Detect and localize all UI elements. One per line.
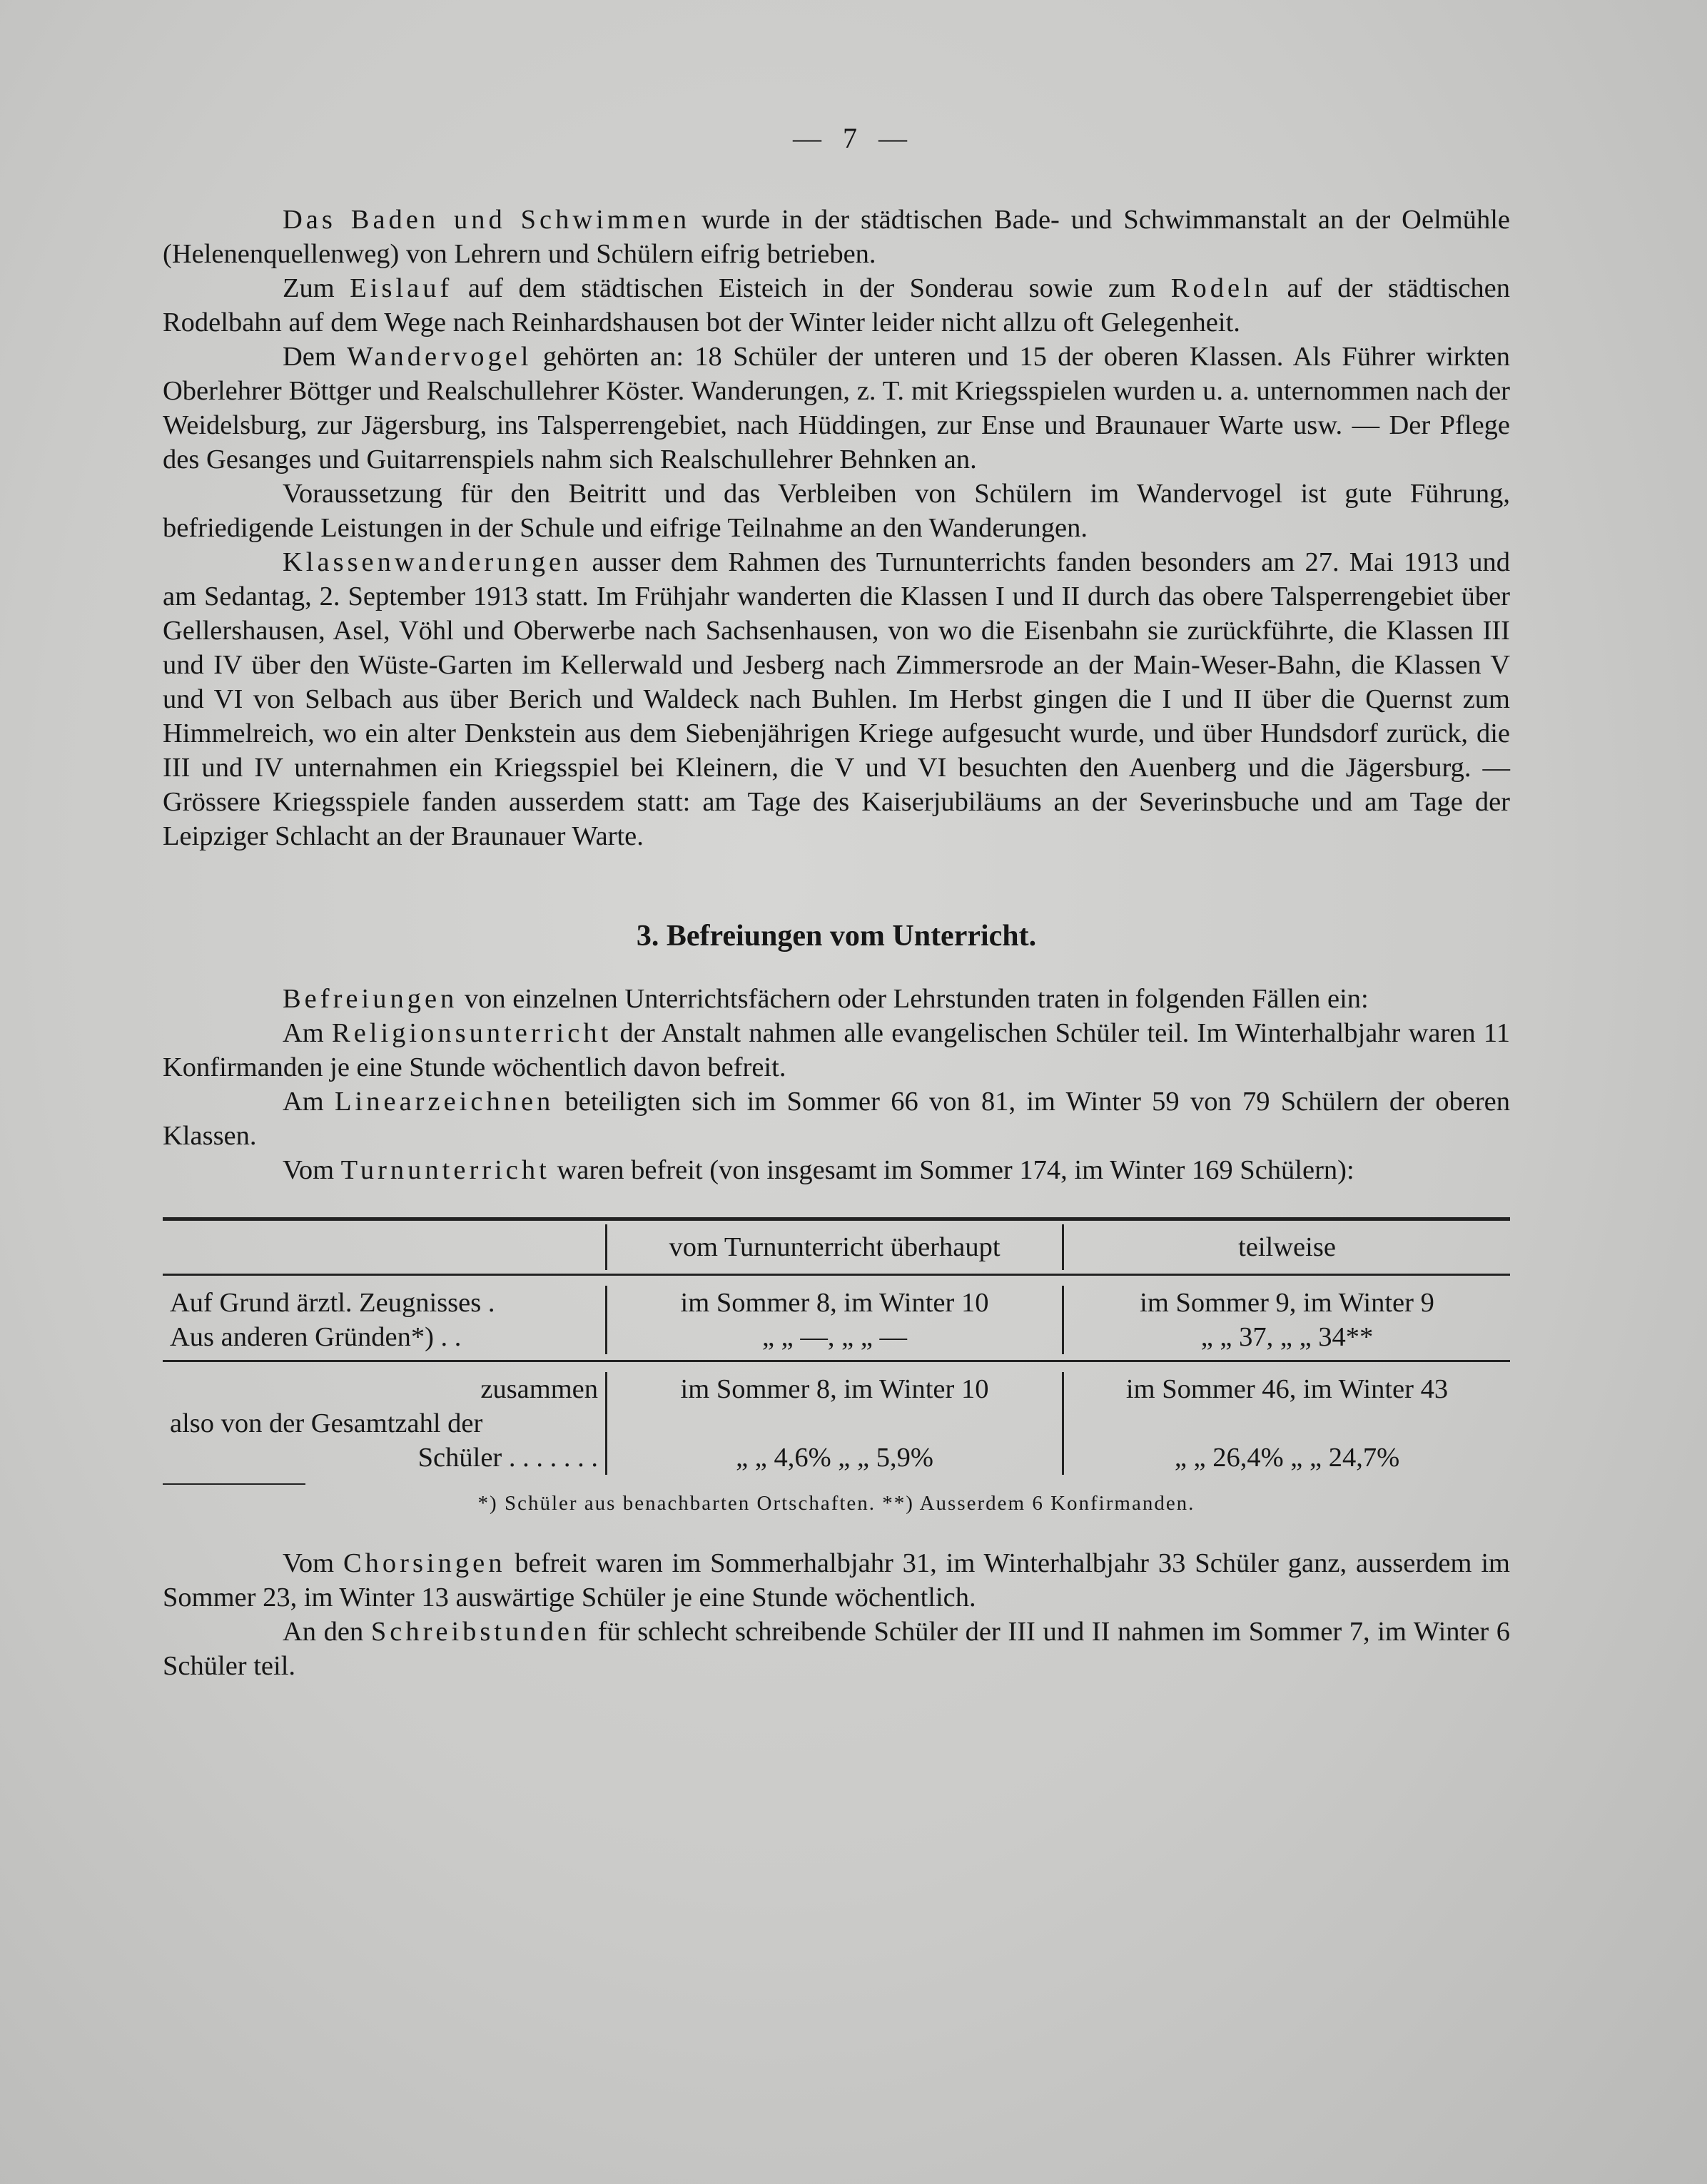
paragraph-text: waren befreit (von insgesamt im Sommer 174, im Winter 169 Schülern): <box>549 1155 1354 1185</box>
paragraph-pre: Vom <box>283 1548 343 1578</box>
body-text <box>163 203 1510 1683</box>
table-header-total: vom Turnunterricht überhaupt <box>605 1224 1062 1270</box>
table-header-partial: teilweise <box>1062 1224 1510 1270</box>
share-partial: „ „ 26,4% „ „ 24,7% <box>1174 1443 1400 1473</box>
page-number: — 7 — <box>793 122 914 154</box>
spacer <box>1071 1406 1503 1441</box>
sum-partial: im Sommer 46, im Winter 43 <box>1125 1374 1449 1404</box>
exemption-table <box>163 1217 1510 1518</box>
term-rodeln: Rodeln <box>1170 273 1272 303</box>
paragraph-pre: Dem <box>283 342 348 372</box>
paragraph-klassenwanderungen <box>163 545 1510 853</box>
term-linearzeichnen: Linearzeichnen <box>335 1087 554 1117</box>
paragraph-text: von einzelnen Unterrichtsfächern oder Lehrstunden traten in folgenden Fällen ein: <box>457 984 1369 1014</box>
term-turnunterricht: Turnunterricht <box>340 1155 550 1185</box>
paragraph-wandervogel <box>163 340 1510 477</box>
table-row <box>163 1276 1510 1362</box>
paragraph-text: befreit waren im Sommerhalbjahr 31, im Winterhalbjahr 33 Schüler ganz, ausserdem im Sommer 23, im Winter 13 auswärtige Schüler je eine Stunde wöchentlich. <box>163 1548 1510 1612</box>
cell-medical-total: im Sommer 8, im Winter 10 <box>680 1288 989 1318</box>
paragraph-baden <box>163 203 1510 271</box>
table-sum-row <box>163 1362 1510 1479</box>
paragraph-text: für schlecht schreibende Schüler der III und II nahmen im Sommer 7, im Winter 6 Schüler teil. <box>163 1617 1510 1681</box>
paragraph-text: auf der städtischen Rodelbahn auf dem Wege nach Reinhardshausen bot der Winter leider nicht allzu oft Gelegenheit. <box>163 273 1510 337</box>
table-cell-partial <box>1062 1286 1510 1354</box>
paragraph-pre: Am <box>283 1018 333 1048</box>
cell-other-total: „ „ —, „ „ — <box>761 1322 908 1352</box>
table-cell-labels <box>163 1286 605 1354</box>
term-befreiungen: Befreiungen <box>283 984 458 1014</box>
paragraph-mid: auf dem städtischen Eisteich in der Sonderau sowie zum <box>452 273 1171 303</box>
paragraph-text: wurde in der städtischen Bade- und Schwimmanstalt an der Oelmühle (Helenenquellenweg) von Lehrern und Schülern eifrig betrieben. <box>163 205 1510 269</box>
share-label-line2: Schüler . . . . . . . <box>417 1443 598 1473</box>
cell-other-partial: „ „ 37, „ „ 34** <box>1200 1322 1374 1352</box>
paragraph-pre: Vom <box>283 1155 341 1185</box>
paragraph-chorsingen <box>163 1546 1510 1615</box>
share-total: „ „ 4,6% „ „ 5,9% <box>736 1443 933 1473</box>
term-eislauf: Eislauf <box>350 273 453 303</box>
paragraph-text: ausser dem Rahmen des Turnunterrichts fanden besonders am 27. Mai 1913 und am Sedantag, 2. September 1913 statt. Im Frühjahr wanderten die Klassen I und II durch das obere Talsperrengebiet über Gellershausen, Asel, Vöhl und Oberwerbe nach Sachsenhausen, von wo die Eisenbahn sie zurückführte, die Klassen III und IV über den Wüste-Garten im Kellerwald und Jesberg nach Zimmersrode an der Main-Weser-Bahn, die Klassen V und VI von Selbach aus über Berich und Waldeck nach Buhlen. Im Herbst gingen die I und II über die Quernst zum Himmelreich, wo ein alter Denkstein aus dem Siebenjährigen Kriege aufgesucht wurde, und über Hundsdorf zurück, die III und IV unternahmen ein Kriegsspiel bei Kleinern, die V und VI besuchten den Auenberg und die Jägersburg. — Grössere Kriegsspiele fanden ausserdem statt: am Tage des Kaiserjubiläums an der Severinsbuche und am Tage der Leipziger Schlacht an der Braunauer Warte. <box>163 547 1510 851</box>
paragraph-voraussetzung <box>163 477 1510 545</box>
table-header-row <box>163 1217 1510 1276</box>
sum-total: im Sommer 8, im Winter 10 <box>680 1374 989 1404</box>
table-footnote <box>163 1489 1510 1518</box>
section-heading: 3. Befreiungen vom Unterricht. <box>636 920 1037 953</box>
paragraph-schreibstunden <box>163 1615 1510 1683</box>
paragraph-turnunterricht <box>163 1153 1510 1187</box>
term-schreibstunden: Schreibstunden <box>370 1617 591 1647</box>
table-cell-total <box>605 1286 1062 1354</box>
footnote-text: *) Schüler aus benachbarten Ortschaften. **) Ausserdem 6 Konfirmanden. <box>477 1492 1195 1515</box>
table-cell-sum-partial <box>1062 1372 1510 1475</box>
sum-label: zusammen <box>480 1374 598 1404</box>
paragraph-pre: An den <box>283 1617 371 1647</box>
cell-medical-partial: im Sommer 9, im Winter 9 <box>1140 1288 1434 1318</box>
term-baden: Das Baden und Schwimmen <box>283 205 691 235</box>
paragraph-religion <box>163 1016 1510 1085</box>
paragraph-text: gehörten an: 18 Schüler der unteren und 15 der oberen Klassen. Als Führer wirkten Oberlehrer Böttger und Realschullehrer Köster. Wanderungen, z. T. mit Kriegsspielen wurden u. a. unternommen nach der Weidelsburg, zur Jägersburg, ins Talsperrengebiet, nach Hüddingen, zur Ense und Braunauer Warte usw. — Der Pflege des Gesanges und Guitarrenspiels nahm sich Realschullehrer Behnken an. <box>163 342 1510 474</box>
closing-section <box>163 1546 1510 1683</box>
table-cell-sum-total <box>605 1372 1062 1475</box>
paragraph-befreiungen <box>163 982 1510 1016</box>
paragraph-text: Voraussetzung für den Beitritt und das Verbleiben von Schülern im Wandervogel ist gute Führung, befriedigende Leistungen in der Schule und eifrige Teilnahme an den Wanderungen. <box>163 479 1510 543</box>
paragraph-text: beteiligten sich im Sommer 66 von 81, im Winter 59 von 79 Schülern der oberen Klassen. <box>163 1087 1510 1151</box>
row-label-medical: Auf Grund ärztl. Zeugnisses . <box>170 1288 495 1318</box>
term-religion: Religionsunterricht <box>332 1018 612 1048</box>
spacer <box>614 1406 1055 1441</box>
table-cell-sum-labels <box>163 1372 605 1475</box>
paragraph-pre: Am <box>283 1087 335 1117</box>
term-chorsingen: Chorsingen <box>343 1548 506 1578</box>
row-label-other: Aus anderen Gründen*) . . <box>170 1322 462 1352</box>
paragraph-text: der Anstalt nahmen alle evangelischen Schüler teil. Im Winterhalbjahr waren 11 Konfirmanden je eine Stunde wöchentlich davon befreit. <box>163 1018 1510 1082</box>
term-wandervogel: Wandervogel <box>347 342 532 372</box>
paragraph-linearzeichnen <box>163 1085 1510 1153</box>
paragraph-eislauf <box>163 271 1510 340</box>
term-klassenwanderungen: Klassenwanderungen <box>283 547 582 577</box>
share-label-line1: also von der Gesamtzahl der <box>170 1408 483 1438</box>
footnote-rule <box>163 1483 305 1485</box>
paragraph-pre: Zum <box>283 273 350 303</box>
